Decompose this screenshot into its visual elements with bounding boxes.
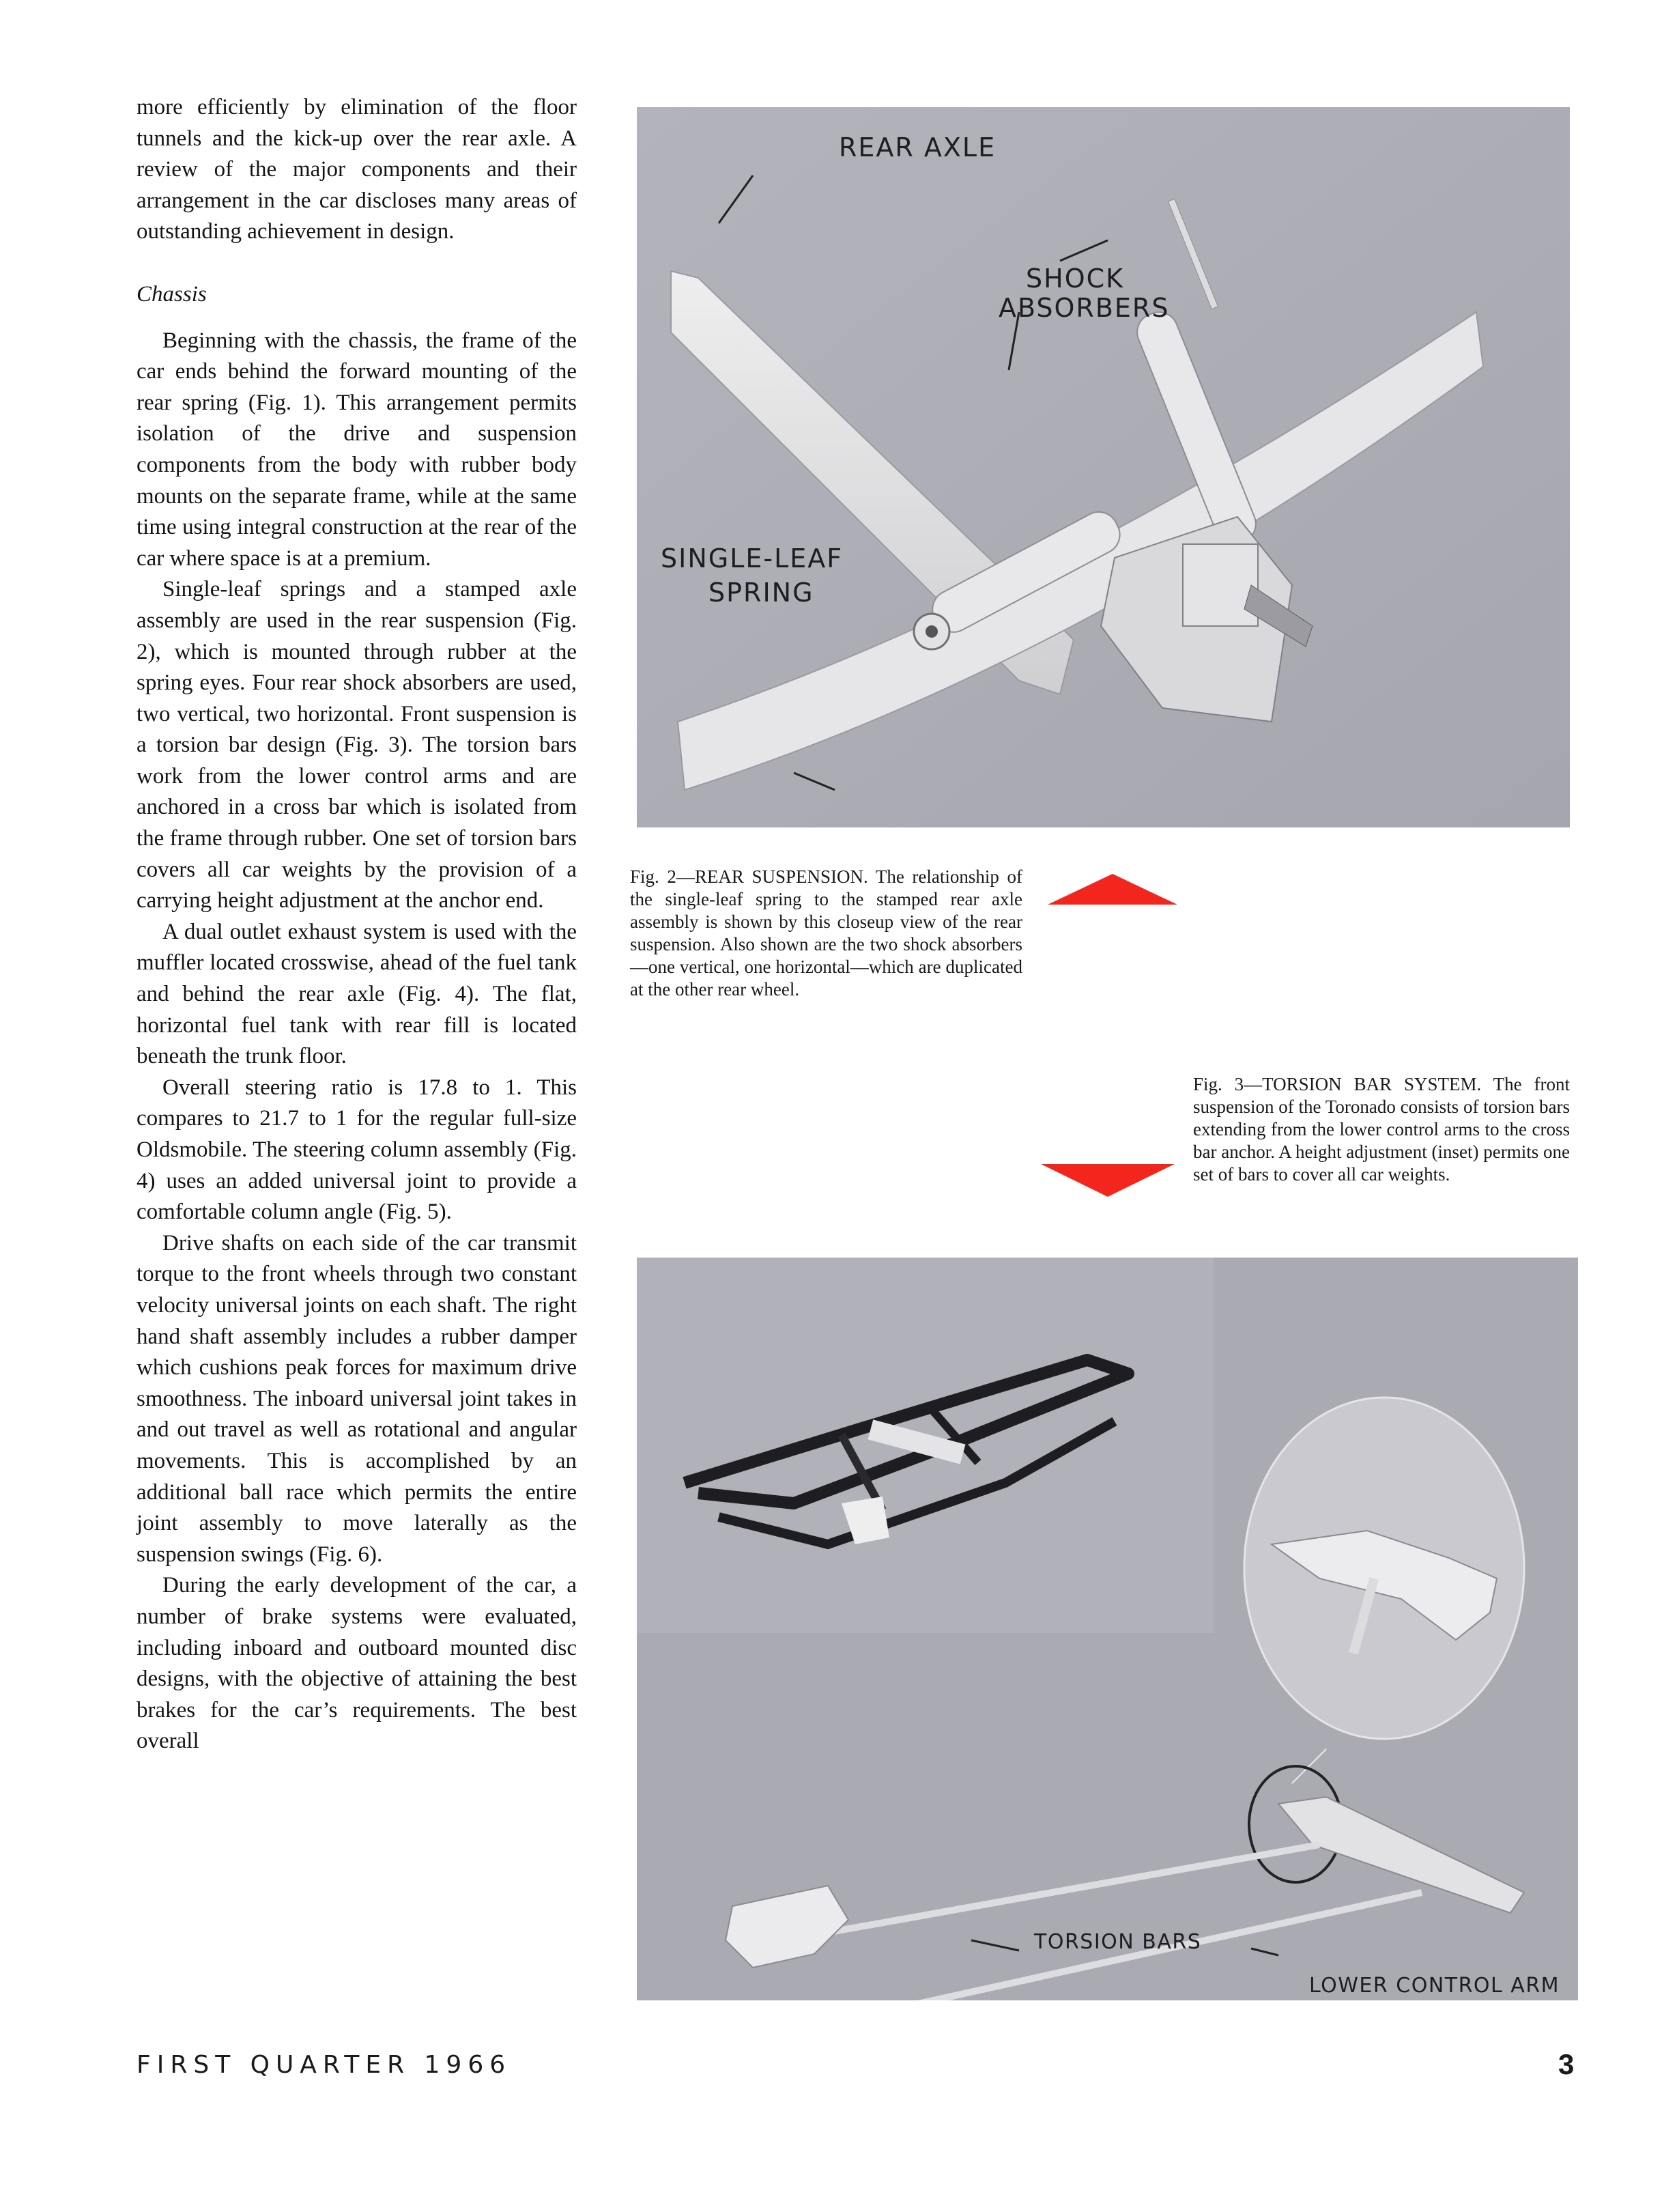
label-torsion-bars: TORSION BARS	[1034, 1930, 1202, 1954]
label-absorbers: ABSORBERS	[999, 293, 1170, 323]
torsion-bar-illustration	[637, 1258, 1578, 2000]
figure-2-caption: Fig. 2—REAR SUSPENSION. The relationship of the single-leaf spring to the stamped rear axle assembly is shown by this closeup view of the rear suspension. Also shown are the two shock absorbers—one vertical, one horizontal—which are duplicated at the other rear wheel.	[630, 866, 1022, 999]
paragraph-steering: Overall steering ratio is 17.8 to 1. This compares to 21.7 to 1 for the regular full-size Oldsmobile. The steering column assembly (Fig. 4) uses an added universal joint to provide a comfortable column angle (Fig. 5).	[137, 1075, 577, 1225]
rear-suspension-illustration	[637, 107, 1570, 827]
red-triangle-up-icon	[1048, 874, 1177, 905]
intro-paragraph: more efficiently by elimination of the floor tunnels and the kick-up over the rear axle. A review of the major components and their arrangement in the car discloses many areas of outstanding achievement in design.	[137, 95, 577, 244]
paragraph-brakes: During the early development of the car, a number of brake systems were evaluated, including inboard and outboard mounted disc designs, with the objective of attaining the best brakes for the car’s requirements. The best overall	[137, 1573, 577, 1754]
label-lower-control-arm: LOWER CONTROL ARM	[1309, 1974, 1560, 1998]
label-rear-axle: REAR AXLE	[839, 132, 997, 162]
issue-footer: FIRST QUARTER 1966	[137, 2051, 512, 2079]
torsion-bar-photo	[637, 1258, 1578, 2000]
label-shock: SHOCK	[1026, 264, 1125, 294]
label-single-leaf: SINGLE-LEAF	[661, 543, 844, 573]
section-heading-chassis: Chassis	[137, 281, 207, 307]
paragraph-drive-shafts: Drive shafts on each side of the car transmit torque to the front wheels through two constant velocity universal joints on each shaft. The right hand shaft assembly includes a rubber damper which cushions peak forces for maximum drive smoothness. The inboard universal joint takes in and out travel as well as rotational and angular movements. This is accomplished by an additional ball race which permits the entire joint assembly to move laterally as the suspension swings (Fig. 6).	[137, 1230, 577, 1567]
paragraph-exhaust: A dual outlet exhaust system is used with the muffler located crosswise, ahead of the fuel tank and behind the rear axle (Fig. 4). The flat, horizontal fuel tank with rear fill is located beneath the trunk floor.	[137, 919, 577, 1069]
paragraph-suspension: Single-leaf springs and a stamped axle assembly are used in the rear suspension (Fig. 2), which is mounted through rubber at the spring eyes. Four rear shock absorbers are used, two vertical, two horizontal. Front suspension is a torsion bar design (Fig. 3). The torsion bars work from the lower control arms and are anchored in a cross bar which is isolated from the frame through rubber. One set of torsion bars covers all car weights by the provision of a carrying height adjustment at the anchor end.	[137, 577, 577, 913]
paragraph-chassis-frame: Beginning with the chassis, the frame of the car ends behind the forward mounting of the rear spring (Fig. 1). This arrangement permits isolation of the drive and suspension components from the body with rubber body mounts on the separate frame, while at the same time using integral construction at the rear of the car where space is at a premium.	[137, 328, 577, 571]
rear-suspension-photo	[637, 107, 1570, 827]
figure-3-caption: Fig. 3—TORSION BAR SYSTEM. The front suspension of the Toronado consists of torsion bars extending from the lower control arms to the cross bar anchor. A height adjustment (inset) permits one set of bars to cover all car weights.	[1193, 1074, 1570, 1185]
red-triangle-down-icon	[1041, 1164, 1175, 1197]
label-spring: SPRING	[708, 578, 814, 608]
page-number: 3	[1558, 2048, 1575, 2080]
article-body-column	[137, 92, 577, 1757]
